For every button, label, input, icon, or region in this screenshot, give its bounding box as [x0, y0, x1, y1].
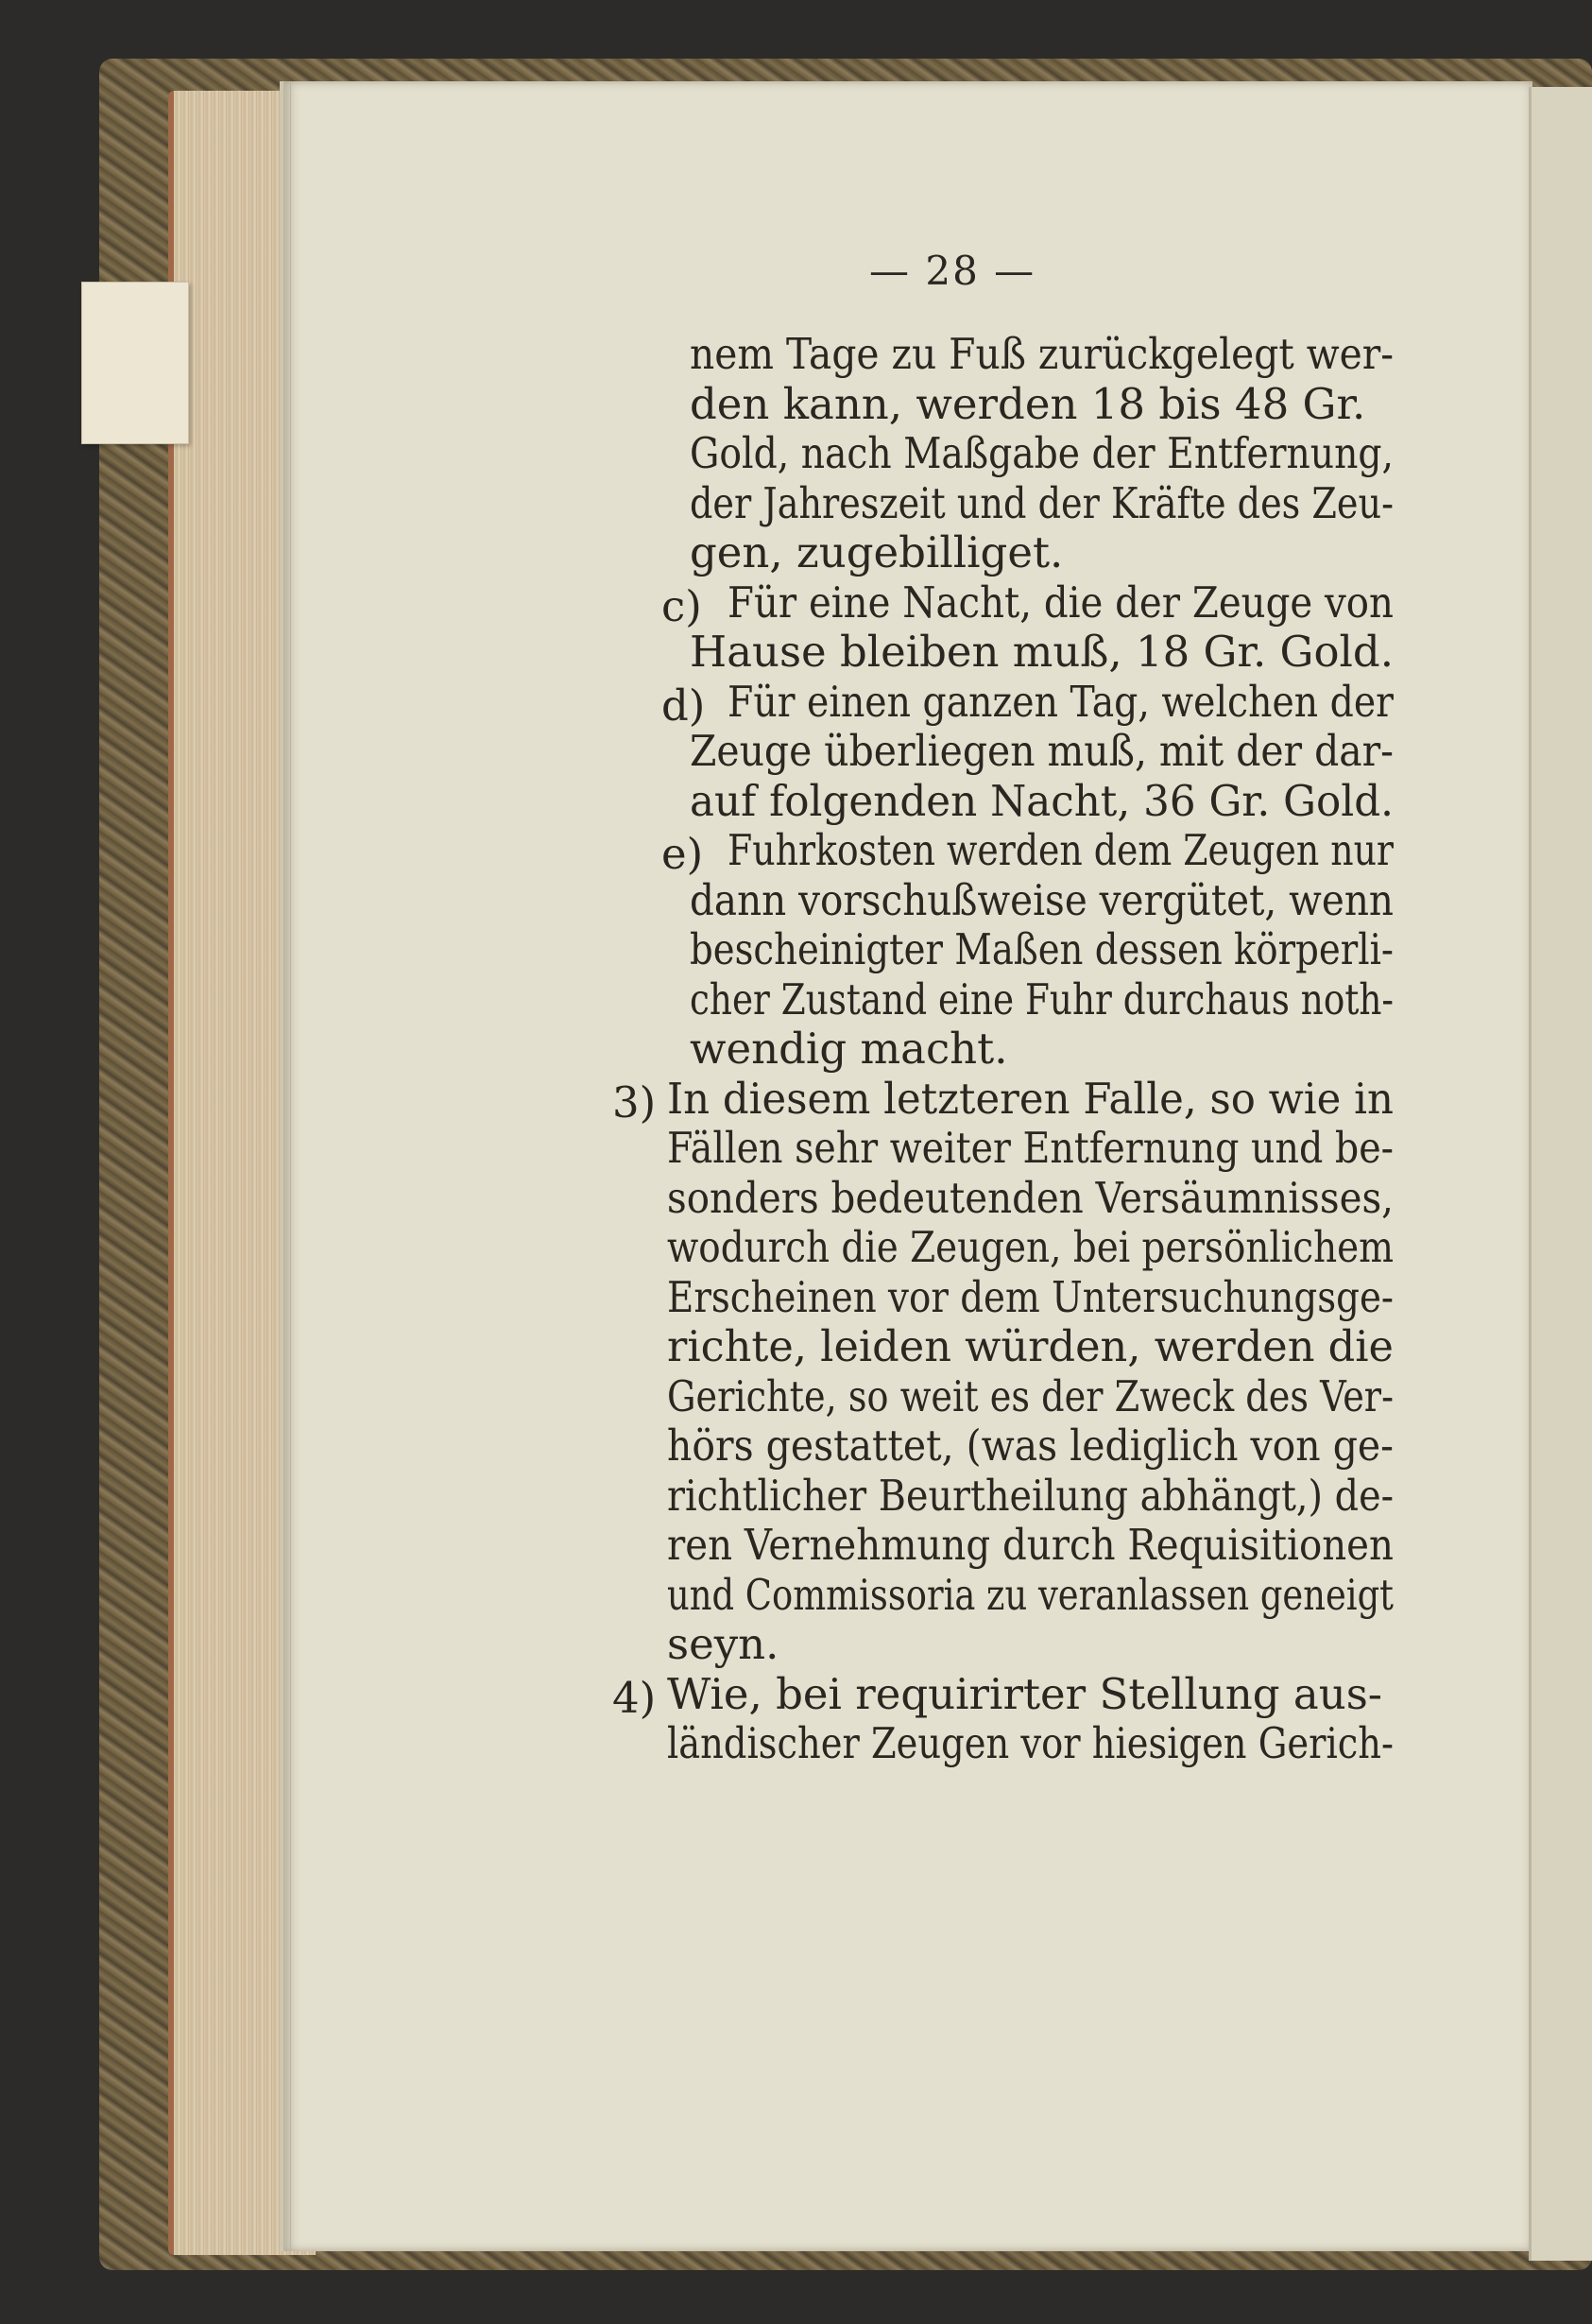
text-line: Fuhrkosten werden dem Zeugen nur: [728, 825, 1394, 875]
line-marker: 3): [612, 1076, 657, 1128]
text-line: nem Tage zu Fuß zurückgelegt wer-: [690, 329, 1394, 379]
text-line: und Commissoria zu veranlassen geneigt: [667, 1569, 1394, 1620]
text-line: gen, zugebilliget.: [690, 527, 1064, 577]
line-marker: c): [661, 580, 702, 631]
text-line: cher Zustand eine Fuhr durchaus noth-: [690, 973, 1394, 1024]
text-line: bescheinigter Maßen dessen körperli-: [690, 924, 1394, 974]
text-line: Hause bleiben muß, 18 Gr. Gold.: [690, 627, 1394, 677]
text-line: dann vorschußweise vergütet, wenn: [690, 874, 1394, 925]
text-line: der Jahreszeit und der Kräfte des Zeu-: [690, 477, 1394, 528]
text-line: In diesem letzteren Falle, so wie in: [667, 1073, 1394, 1124]
text-line: Für eine Nacht, die der Zeuge von: [728, 577, 1394, 628]
text-line: ren Vernehmung durch Requisitionen: [667, 1520, 1394, 1570]
text-line: Für einen ganzen Tag, welchen der: [728, 676, 1394, 727]
text-line: Zeuge überliegen muß, mit der dar-: [690, 726, 1394, 776]
text-line: wodurch die Zeugen, bei persönlichem: [667, 1222, 1394, 1272]
text-line: wendig macht.: [690, 1024, 1008, 1074]
text-line: Gold, nach Maßgabe der Entfernung,: [690, 428, 1394, 478]
text-line: Fällen sehr weiter Entfernung und be-: [667, 1123, 1394, 1173]
text-line: hörs gestattet, (was lediglich von ge-: [667, 1420, 1394, 1471]
text-line: richtlicher Beurtheilung abhängt,) de-: [667, 1470, 1394, 1521]
text-line: Wie, bei requirirter Stellung aus-: [667, 1668, 1383, 1719]
text-line: den kann, werden 18 bis 48 Gr.: [690, 378, 1366, 429]
text-line: ländischer Zeugen vor hiesigen Gerich-: [667, 1718, 1394, 1768]
text-line: auf folgenden Nacht, 36 Gr. Gold.: [690, 775, 1394, 826]
next-page-edge: [1529, 87, 1592, 2261]
line-marker: e): [661, 829, 704, 879]
page-gutter: [283, 81, 291, 2251]
text-line: seyn.: [667, 1619, 779, 1669]
line-marker: 4): [612, 1672, 657, 1723]
line-marker: d): [661, 680, 706, 731]
text-line: sonders bedeutenden Versäumnisses,: [667, 1172, 1394, 1223]
text-line: Gerichte, so weit es der Zweck des Ver-: [667, 1370, 1394, 1421]
text-line: richte, leiden würden, werden die: [667, 1321, 1394, 1371]
text-line: Erscheinen vor dem Untersuchungsge-: [667, 1271, 1394, 1322]
page-number-header: — 28 —: [869, 248, 1036, 294]
paper-bookmark: [81, 282, 189, 444]
